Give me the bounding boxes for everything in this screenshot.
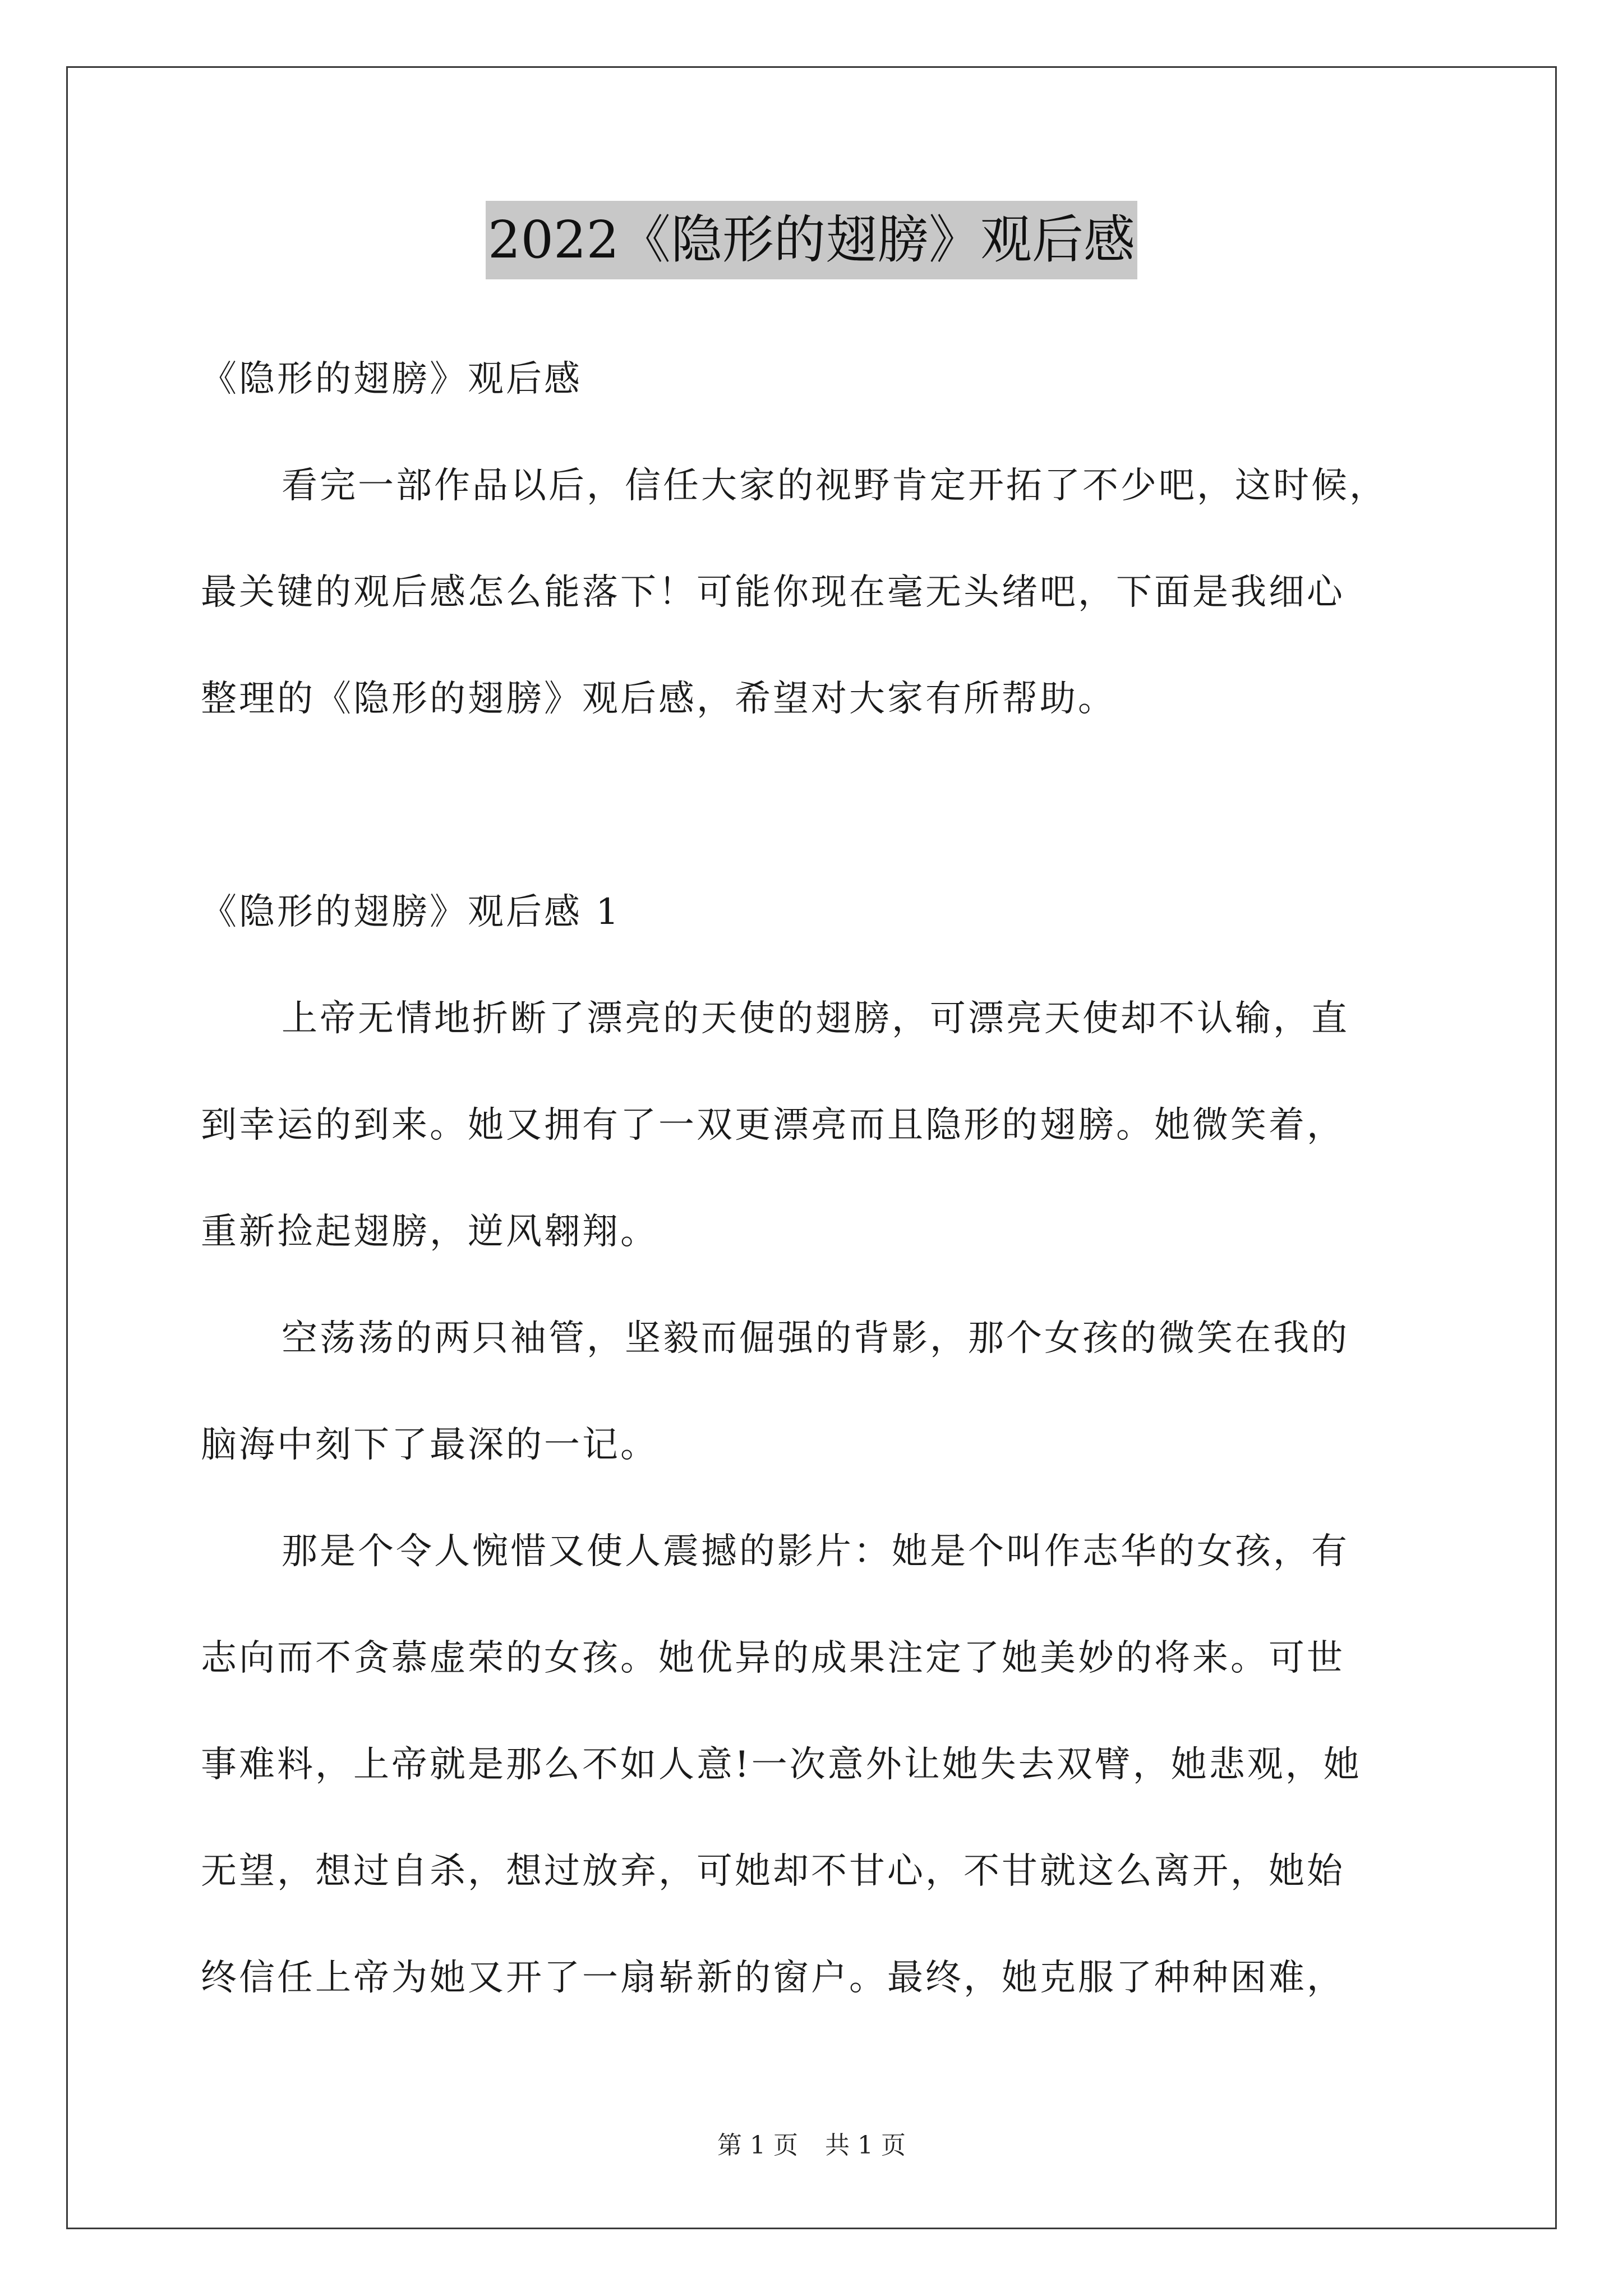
paragraph-line: 到幸运的到来。她又拥有了一双更漂亮而且隐形的翅膀。她微笑着， — [201, 1105, 1345, 1146]
paragraph-line: 事难料，上帝就是那么不如人意!一次意外让她失去双臂，她悲观，她 — [201, 1744, 1362, 1786]
paragraph-line: 志向而不贪慕虚荣的女孩。她优异的成果注定了她美妙的将来。可世 — [201, 1637, 1345, 1679]
title-container — [0, 201, 1623, 279]
paragraph-line: 终信任上帝为她又开了一扇崭新的窗户。最终，她克服了种种困难， — [201, 1957, 1345, 1999]
paragraph-line: 脑海中刻下了最深的一记。 — [201, 1424, 658, 1466]
document-title: 2022《隐形的翅膀》观后感 — [486, 201, 1137, 279]
section-heading: 《隐形的翅膀》观后感 1 — [201, 891, 621, 933]
paragraph-line: 空荡荡的两只袖管，坚毅而倔强的背影，那个女孩的微笑在我的 — [282, 1318, 1349, 1359]
intro-line: 整理的《隐形的翅膀》观后感，希望对大家有所帮助。 — [201, 678, 1116, 720]
intro-line: 最关键的观后感怎么能落下！可能你现在毫无头绪吧，下面是我细心 — [201, 572, 1345, 613]
paragraph-line: 上帝无情地折断了漂亮的天使的翅膀，可漂亮天使却不认输，直 — [282, 998, 1349, 1039]
paragraph-line: 重新捡起翅膀，逆风翱翔。 — [201, 1211, 658, 1253]
paragraph-line: 无望，想过自杀，想过放弃，可她却不甘心，不甘就这么离开，她始 — [201, 1851, 1345, 1892]
page-number: 第 1 页 — [717, 2131, 798, 2160]
paragraph-line: 那是个令人惋惜又使人震撼的影片：她是个叫作志华的女孩，有 — [282, 1531, 1349, 1572]
subtitle: 《隐形的翅膀》观后感 — [201, 358, 582, 400]
page-total: 共 1 页 — [825, 2131, 906, 2160]
page-footer — [0, 2129, 1623, 2162]
intro-line: 看完一部作品以后，信任大家的视野肯定开拓了不少吧，这时候， — [282, 465, 1387, 507]
